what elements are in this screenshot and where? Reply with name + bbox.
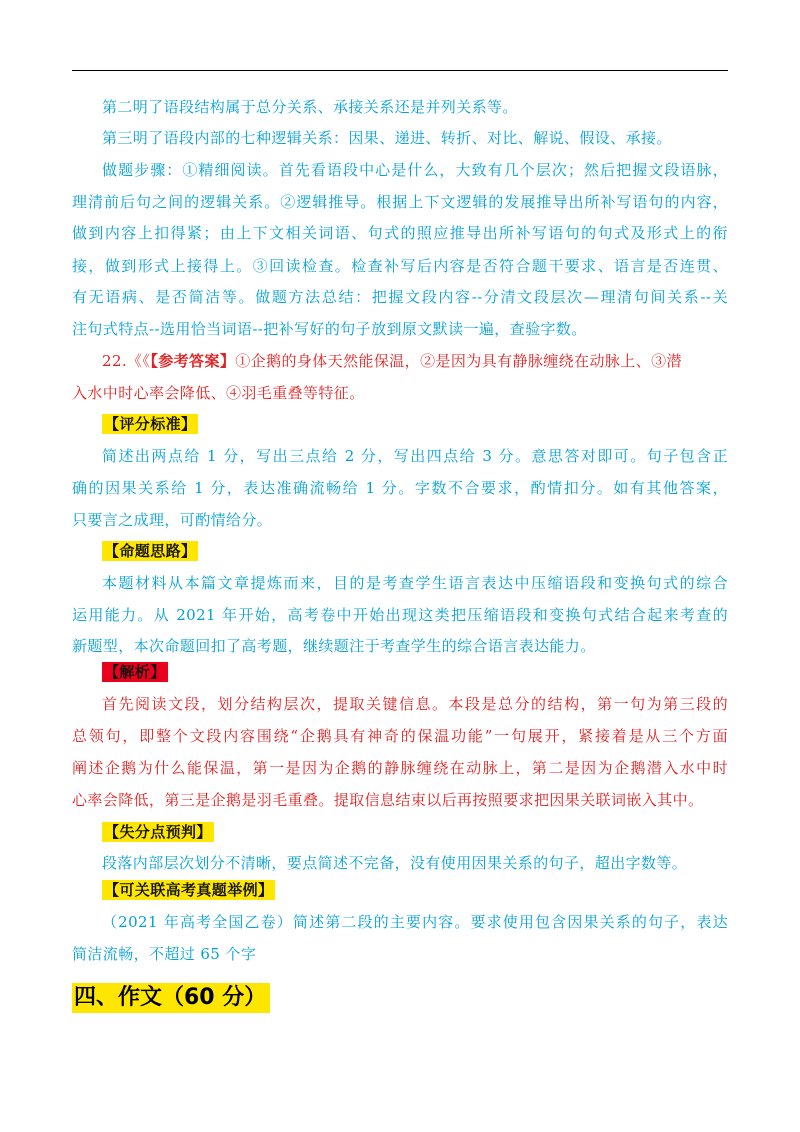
text-line: 注句式特点--选用恰当词语--把补写好的句子放到原文默读一遍，查验字数。 bbox=[72, 320, 587, 338]
text-line: 段落内部层次划分不清晰，要点简述不完备，没有使用因果关系的句子，超出字数等。 bbox=[102, 854, 688, 872]
header-rule bbox=[72, 70, 728, 71]
text-line: 简述出两点给 1 分，写出三点给 2 分，写出四点给 3 分。意思答对即可。句子包含正 bbox=[102, 447, 728, 465]
badge-scoring: 【评分标准】 bbox=[104, 415, 197, 433]
scoring-heading bbox=[72, 414, 728, 434]
analysis-line: 心率会降低，第三是企鹅是羽毛重叠。提取信息结束以后再按照要求把因果关联词嵌入其中。 bbox=[72, 791, 704, 809]
idea-heading bbox=[72, 541, 728, 561]
text-line: 只要言之成理，可酌情给分。 bbox=[72, 511, 273, 529]
answer-tag: 【参考答案】 bbox=[150, 352, 236, 370]
text-line: 理清前后句之间的逻辑关系。②逻辑推导。根据上下文逻辑的发展推导出所补写语句的内容， bbox=[72, 193, 728, 211]
analysis-line: 总领句，即整个文段内容围绕“企鹅具有神奇的保温功能”一句展开，紧接着是从三个方面 bbox=[72, 727, 728, 745]
badge-pitfall: 【失分点预判】 bbox=[104, 823, 212, 841]
analysis-line: 阐述企鹅为什么能保温，第一是因为企鹅的静脉缠绕在动脉上，第二是因为企鹅潜入水中时 bbox=[72, 759, 728, 777]
answer-line: 入水中时心率会降低、④羽毛重叠等特征。 bbox=[72, 384, 365, 402]
answer-text: ①企鹅的身体天然能保温，②是因为具有静脉缠绕在动脉上、③潜 bbox=[235, 352, 682, 370]
text-line: 运用能力。从 2021 年开始，高考卷中开始出现这类把压缩语段和变换句式结合起来考查的 bbox=[72, 606, 728, 624]
analysis-heading bbox=[72, 662, 728, 682]
text-line: 接，做到形式上接得上。③回读检查。检查补写后内容是否符合题干要求、语言是否连贯、 bbox=[72, 257, 728, 275]
text-line: 确的因果关系给 1 分，表达准确流畅给 1 分。字数不合要求，酌情扣分。如有其他答案， bbox=[72, 479, 728, 497]
section-title-essay: 四、作文（60 分） bbox=[72, 983, 270, 1013]
text-line: 做到内容上扣得紧；由上下文相关词语、句式的照应推导出所补写语句的句式及形式上的衔 bbox=[72, 224, 728, 242]
text-line: 有无语病、是否简洁等。做题方法总结：把握文段内容--分清文段层次—理清句间关系--关 bbox=[72, 288, 728, 306]
badge-example: 【可关联高考真题举例】 bbox=[104, 881, 274, 899]
text-line: 第三明了语段内部的七种逻辑关系：因果、递进、转折、对比、解说、假设、承接。 bbox=[102, 129, 672, 147]
text-line: 新题型，本次命题回扣了高考题，继续题注于考查学生的综合语言表达能力。 bbox=[72, 637, 596, 655]
text-line: 本题材料从本篇文章提炼而来，目的是考查学生语言表达中压缩语段和变换句式的综合 bbox=[102, 574, 728, 592]
badge-idea: 【命题思路】 bbox=[104, 542, 197, 560]
question-number: 22.《《 bbox=[102, 352, 151, 370]
text-line: 做题步骤：①精细阅读。首先看语段中心是什么，大致有几个层次；然后把握文段语脉， bbox=[102, 161, 728, 179]
answer-line bbox=[72, 351, 728, 371]
example-heading bbox=[72, 880, 728, 900]
text-line: （2021 年高考全国乙卷）简述第二段的主要内容。要求使用包含因果关系的句子，表达 bbox=[102, 913, 728, 931]
text-line: 简洁流畅，不超过 65 个字 bbox=[72, 945, 257, 963]
text-line: 第二明了语段结构属于总分关系、承接关系还是并列关系等。 bbox=[102, 98, 518, 116]
analysis-line: 首先阅读文段，划分结构层次，提取关键信息。本段是总分的结构，第一句为第三段的 bbox=[102, 695, 728, 713]
badge-analysis: 【解析】 bbox=[104, 663, 166, 681]
pitfall-heading bbox=[72, 822, 728, 842]
